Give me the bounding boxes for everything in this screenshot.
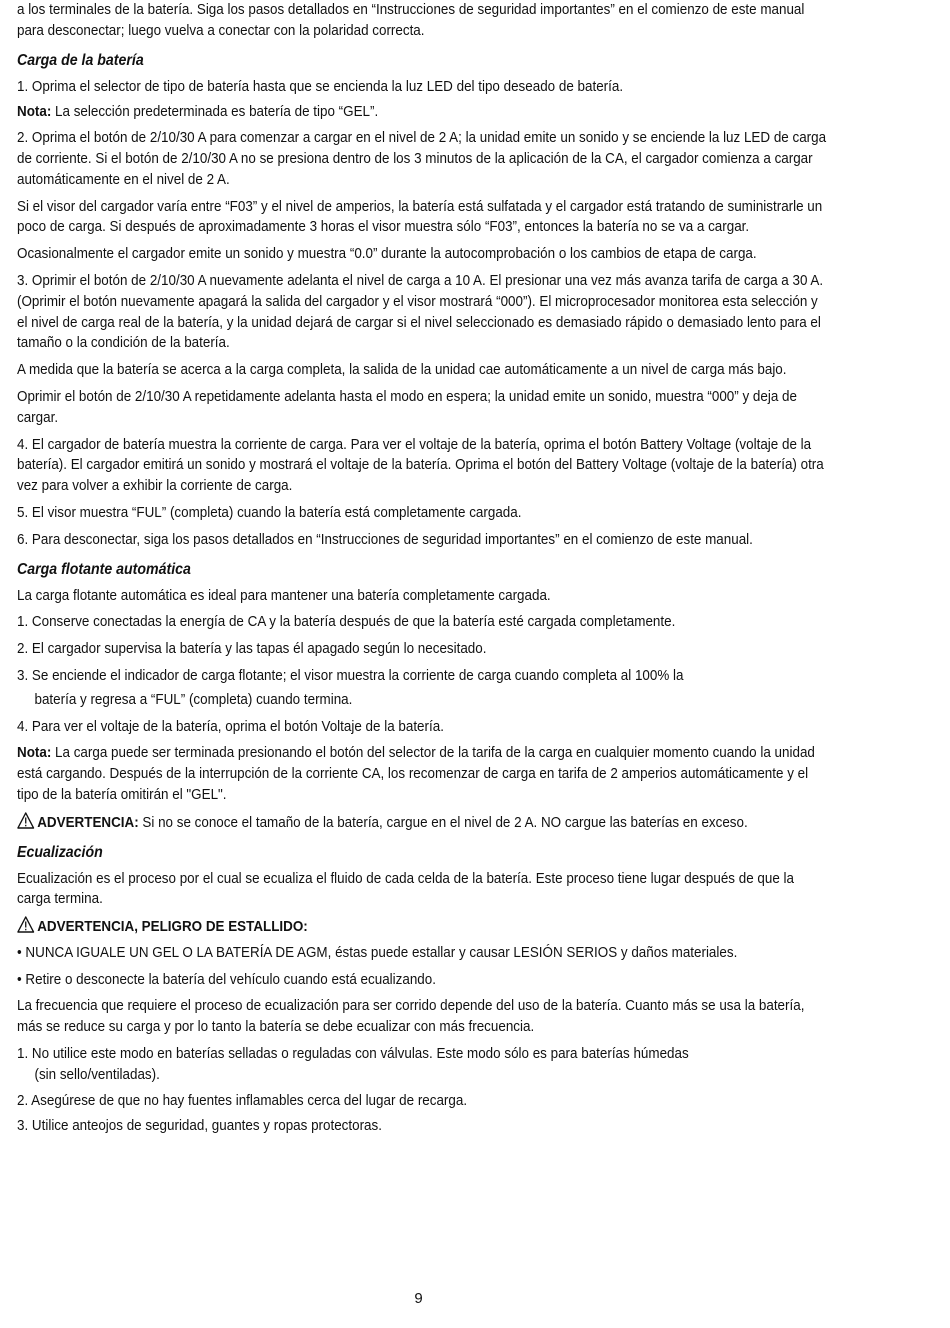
step-6: 6. Para desconectar, siga los pasos detallados en “Instrucciones de seguridad importantes” en el comienzo de este manual. <box>17 531 753 548</box>
step-4: 4. El cargador de batería muestra la corriente de carga. Para ver el voltaje de la batería, oprima el botón Battery Voltage (voltaje de la batería). El cargador emitirá un sonido y mostrará el voltaje de la batería. Oprima el botón del Battery Voltage (voltaje de la batería) otra vez para volver a exhibir la corriente de carga. <box>17 436 824 495</box>
float-step-3-line1: 3. Se enciende el indicador de carga flotante; el visor muestra la corriente de carga cuando completa al 100% la <box>17 667 684 684</box>
section-heading-carga: Carga de la batería <box>17 51 144 69</box>
step-3: 3. Oprimir el botón de 2/10/30 A nuevamente adelanta el nivel de carga a 10 A. El presionar una vez más avanza tarifa de carga a 30 A. (Oprimir el botón nuevamente apagará la salida del cargador y el visor mostrará “000”). El microprocesador monitorea esta selección y el nivel de carga real de la batería, y la unidad dejará de cargar si el nivel seleccionado es demasiado rápido o demasiado lento para el tamaño o la condición de la batería. <box>17 272 824 352</box>
intro-paragraph: a los terminales de la batería. Siga los pasos detallados en “Instrucciones de seguridad importantes” en el comienzo de este manual para desconectar; luego vuelva a conectar con la polaridad correcta. <box>17 2 805 39</box>
float-note-label: Nota: <box>17 745 52 762</box>
section-heading-ecualizacion: Ecualización <box>17 843 103 861</box>
eq-step-1-line1: 1. No utilice este modo en baterías selladas o reguladas con válvulas. Este modo sólo es para baterías húmedas <box>17 1046 689 1063</box>
eq-step-1-line2: (sin sello/ventiladas). <box>34 1066 160 1083</box>
float-step-1: 1. Conserve conectadas la energía de CA y la batería después de que la batería esté cargada completamente. <box>17 614 676 631</box>
eq-bullet-2: • Retire o desconecte la batería del vehículo cuando está ecualizando. <box>17 971 436 988</box>
eq-intro: Ecualización es el proceso por el cual se ecualiza el fluido de cada celda de la batería. Este proceso tiene lugar después de que la carga termina. <box>17 870 794 908</box>
selftest-paragraph: Ocasionalmente el cargador emite un sonido y muestra “0.0” durante la autocomprobación o los cambios de etapa de carga. <box>17 246 757 263</box>
float-warning-label: ADVERTENCIA: <box>37 814 139 831</box>
note-text: La selección predeterminada es batería de tipo “GEL”. <box>51 104 379 121</box>
eq-step-1 <box>17 1044 828 1086</box>
float-note <box>17 743 828 805</box>
manual-page <box>17 0 827 1142</box>
near-full-paragraph: A medida que la batería se acerca a la carga completa, la salida de la unidad cae automáticamente a un nivel de carga más bajo. <box>17 362 787 379</box>
eq-step-2: 2. Asegúrese de que no hay fuentes inflamables cerca del lugar de recarga. <box>17 1092 468 1109</box>
note-default-type <box>17 102 828 123</box>
float-step-3-line2: batería y regresa a “FUL” (completa) cuando termina. <box>34 691 353 708</box>
float-note-text: La carga puede ser terminada presionando el botón del selector de la tarifa de la carga en cualquier momento cuando la unidad está cargando. Después de la interrupción de la corriente CA, los recomenzar de carga en tarifa de 2 amperios automáticamente y el tipo de la batería omitirán el "GEL". <box>17 745 815 803</box>
warning-triangle-icon <box>17 812 34 829</box>
eq-step-3: 3. Utilice anteojos de seguridad, guantes y ropas protectoras. <box>17 1118 382 1135</box>
float-warning <box>17 812 828 834</box>
float-intro: La carga flotante automática es ideal para mantener una batería completamente cargada. <box>17 587 551 604</box>
eq-warning-label: ADVERTENCIA, PELIGRO DE ESTALLIDO: <box>37 919 308 936</box>
page-number: 9 <box>414 1290 423 1307</box>
step-2: 2. Oprima el botón de 2/10/30 A para comenzar a cargar en el nivel de 2 A; la unidad emite un sonido y se enciende la luz LED de carga de corriente. Si el botón de 2/10/30 A no se presiona dentro de los 3 minutos de la aplicación de la CA, el cargador comienza a cargar automáticamente en el nivel de 2 A. <box>17 130 827 188</box>
section-heading-flotante: Carga flotante automática <box>17 560 191 578</box>
float-step-3 <box>17 666 828 711</box>
eq-frequency: La frecuencia que requiere el proceso de ecualización para ser corrido depende del uso de la batería. Cuanto más se usa la batería, más se reduce su carga y por lo tanto la batería se debe ecualizar con más frecuencia. <box>17 998 805 1036</box>
eq-warning <box>17 916 828 938</box>
float-warning-text: Si no se conoce el tamaño de la batería, cargue en el nivel de 2 A. NO cargue las baterías en exceso. <box>138 814 748 831</box>
sulfated-paragraph: Si el visor del cargador varía entre “F03” y el nivel de amperios, la batería está sulfatada y el cargador está tratando de suministrarle un poco de carga. Si después de aproximadamente 3 horas el visor muestra sólo “F03”, entonces la batería no se va a cargar. <box>17 198 823 236</box>
note-label: Nota: <box>17 104 52 121</box>
step-5: 5. El visor muestra “FUL” (completa) cuando la batería está completamente cargada. <box>17 504 522 521</box>
standby-paragraph: Oprimir el botón de 2/10/30 A repetidamente adelanta hasta el modo en espera; la unidad emite un sonido, muestra “000” y deja de cargar. <box>17 388 797 426</box>
float-step-2: 2. El cargador supervisa la batería y las tapas él apagado según lo necesitado. <box>17 641 487 658</box>
eq-bullet-1: • NUNCA IGUALE UN GEL O LA BATERÍA DE AGM, éstas puede estallar y causar LESIÓN SERIOS y daños materiales. <box>17 944 738 961</box>
warning-triangle-icon <box>17 916 34 933</box>
float-step-4: 4. Para ver el voltaje de la batería, oprima el botón Voltaje de la batería. <box>17 718 444 735</box>
step-1: 1. Oprima el selector de tipo de batería hasta que se encienda la luz LED del tipo deseado de batería. <box>17 78 624 95</box>
